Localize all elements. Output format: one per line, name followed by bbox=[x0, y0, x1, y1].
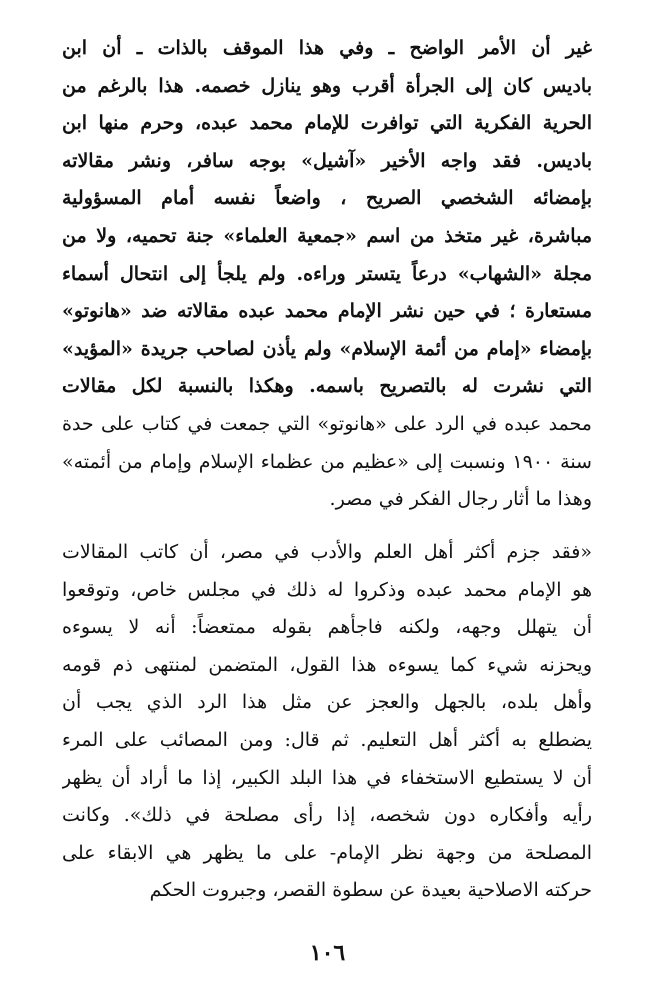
text-line: «فقد جزم أكثر أهل العلم والأدب في مصر، أن كاتب المقالات bbox=[62, 541, 592, 563]
text-line: مجلة «الشهاب» درعاً يتستر وراءه. ولم يلجأ إلى انتحال أسماء bbox=[62, 262, 592, 285]
text-line: مستعارة ؛ في حين نشر الإمام محمد عبده مقالاته ضد «هانوتو» bbox=[62, 300, 592, 323]
text-line: حركته الاصلاحية بعيدة عن سطوة القصر، وجبروت الحكم bbox=[149, 879, 592, 902]
text-line: باديس كان إلى الجرأة أقرب وهو ينازل خصمه. هذا بالرغم من bbox=[62, 74, 592, 97]
text-line: يضطلع به أكثر أهل التعليم. ثم قال: ومن المصائب على المرء bbox=[62, 728, 592, 751]
text-line: غير أن الأمر الواضح ـ وفي هذا الموقف بالذات ـ أن ابن bbox=[62, 37, 592, 59]
paragraph-1 bbox=[62, 30, 592, 519]
text-line: أن يتهلل وجهه، ولكنه فاجأهم بقوله ممتعضاً: أنه لا يسوءه bbox=[62, 616, 592, 639]
text-line: مباشرة، غير متخذ من اسم «جمعية العلماء» جنة تحميه، ولا من bbox=[62, 224, 592, 247]
text-line: محمد عبده في الرد على «هانوتو» التي جمعت في كتاب على حدة bbox=[62, 412, 592, 435]
text-line: باديس. فقد واجه الأخير «آشيل» بوجه سافر، ونشر مقالاته bbox=[62, 149, 592, 172]
text-line: التي نشرت له بالتصريح باسمه. وهكذا بالنسبة لكل مقالات bbox=[62, 375, 592, 398]
text-line: بإمضائه الشخصي الصريح ، واضعاً نفسه أمام المسؤولية bbox=[62, 187, 592, 210]
text-line: المصلحة من وجهة نظر الإمام- على ما يظهر هي الابقاء على bbox=[62, 841, 592, 864]
page-number: ١٠٦ bbox=[309, 940, 346, 966]
text-line: بإمضاء «إمام من أئمة الإسلام» ولم يأذن لصاحب جريدة «المؤيد» bbox=[62, 337, 592, 360]
text-line: أن لا يستطيع الاستخفاء في هذا البلد الكبير، إذا ما أراد أن يظهر bbox=[62, 766, 592, 789]
text-line: ويحزنه شيء كما يسوءه هذا القول، المتضمن لمنتهى ذم قومه bbox=[62, 653, 592, 676]
text-line: هو الإمام محمد عبده وذكروا له ذلك في مجلس خاص، وتوقعوا bbox=[62, 578, 592, 601]
text-line: وهذا ما أثار رجال الفكر في مصر. bbox=[329, 488, 592, 511]
text-line: وأهل بلده، بالجهل والعجز عن مثل هذا الرد الذي يجب أن bbox=[62, 691, 592, 714]
text-line: سنة ١٩٠٠ ونسبت إلى «عظيم من عظماء الإسلام وإمام من أئمته» bbox=[62, 450, 592, 473]
text-line: رأيه وأفكاره دون شخصه، إذا رأى مصلحة في ذلك». وكانت bbox=[62, 804, 592, 827]
text-line: الحرية الفكرية التي توافرت للإمام محمد عبده، وحرم منها ابن bbox=[62, 112, 592, 135]
paragraph-2 bbox=[62, 534, 592, 910]
